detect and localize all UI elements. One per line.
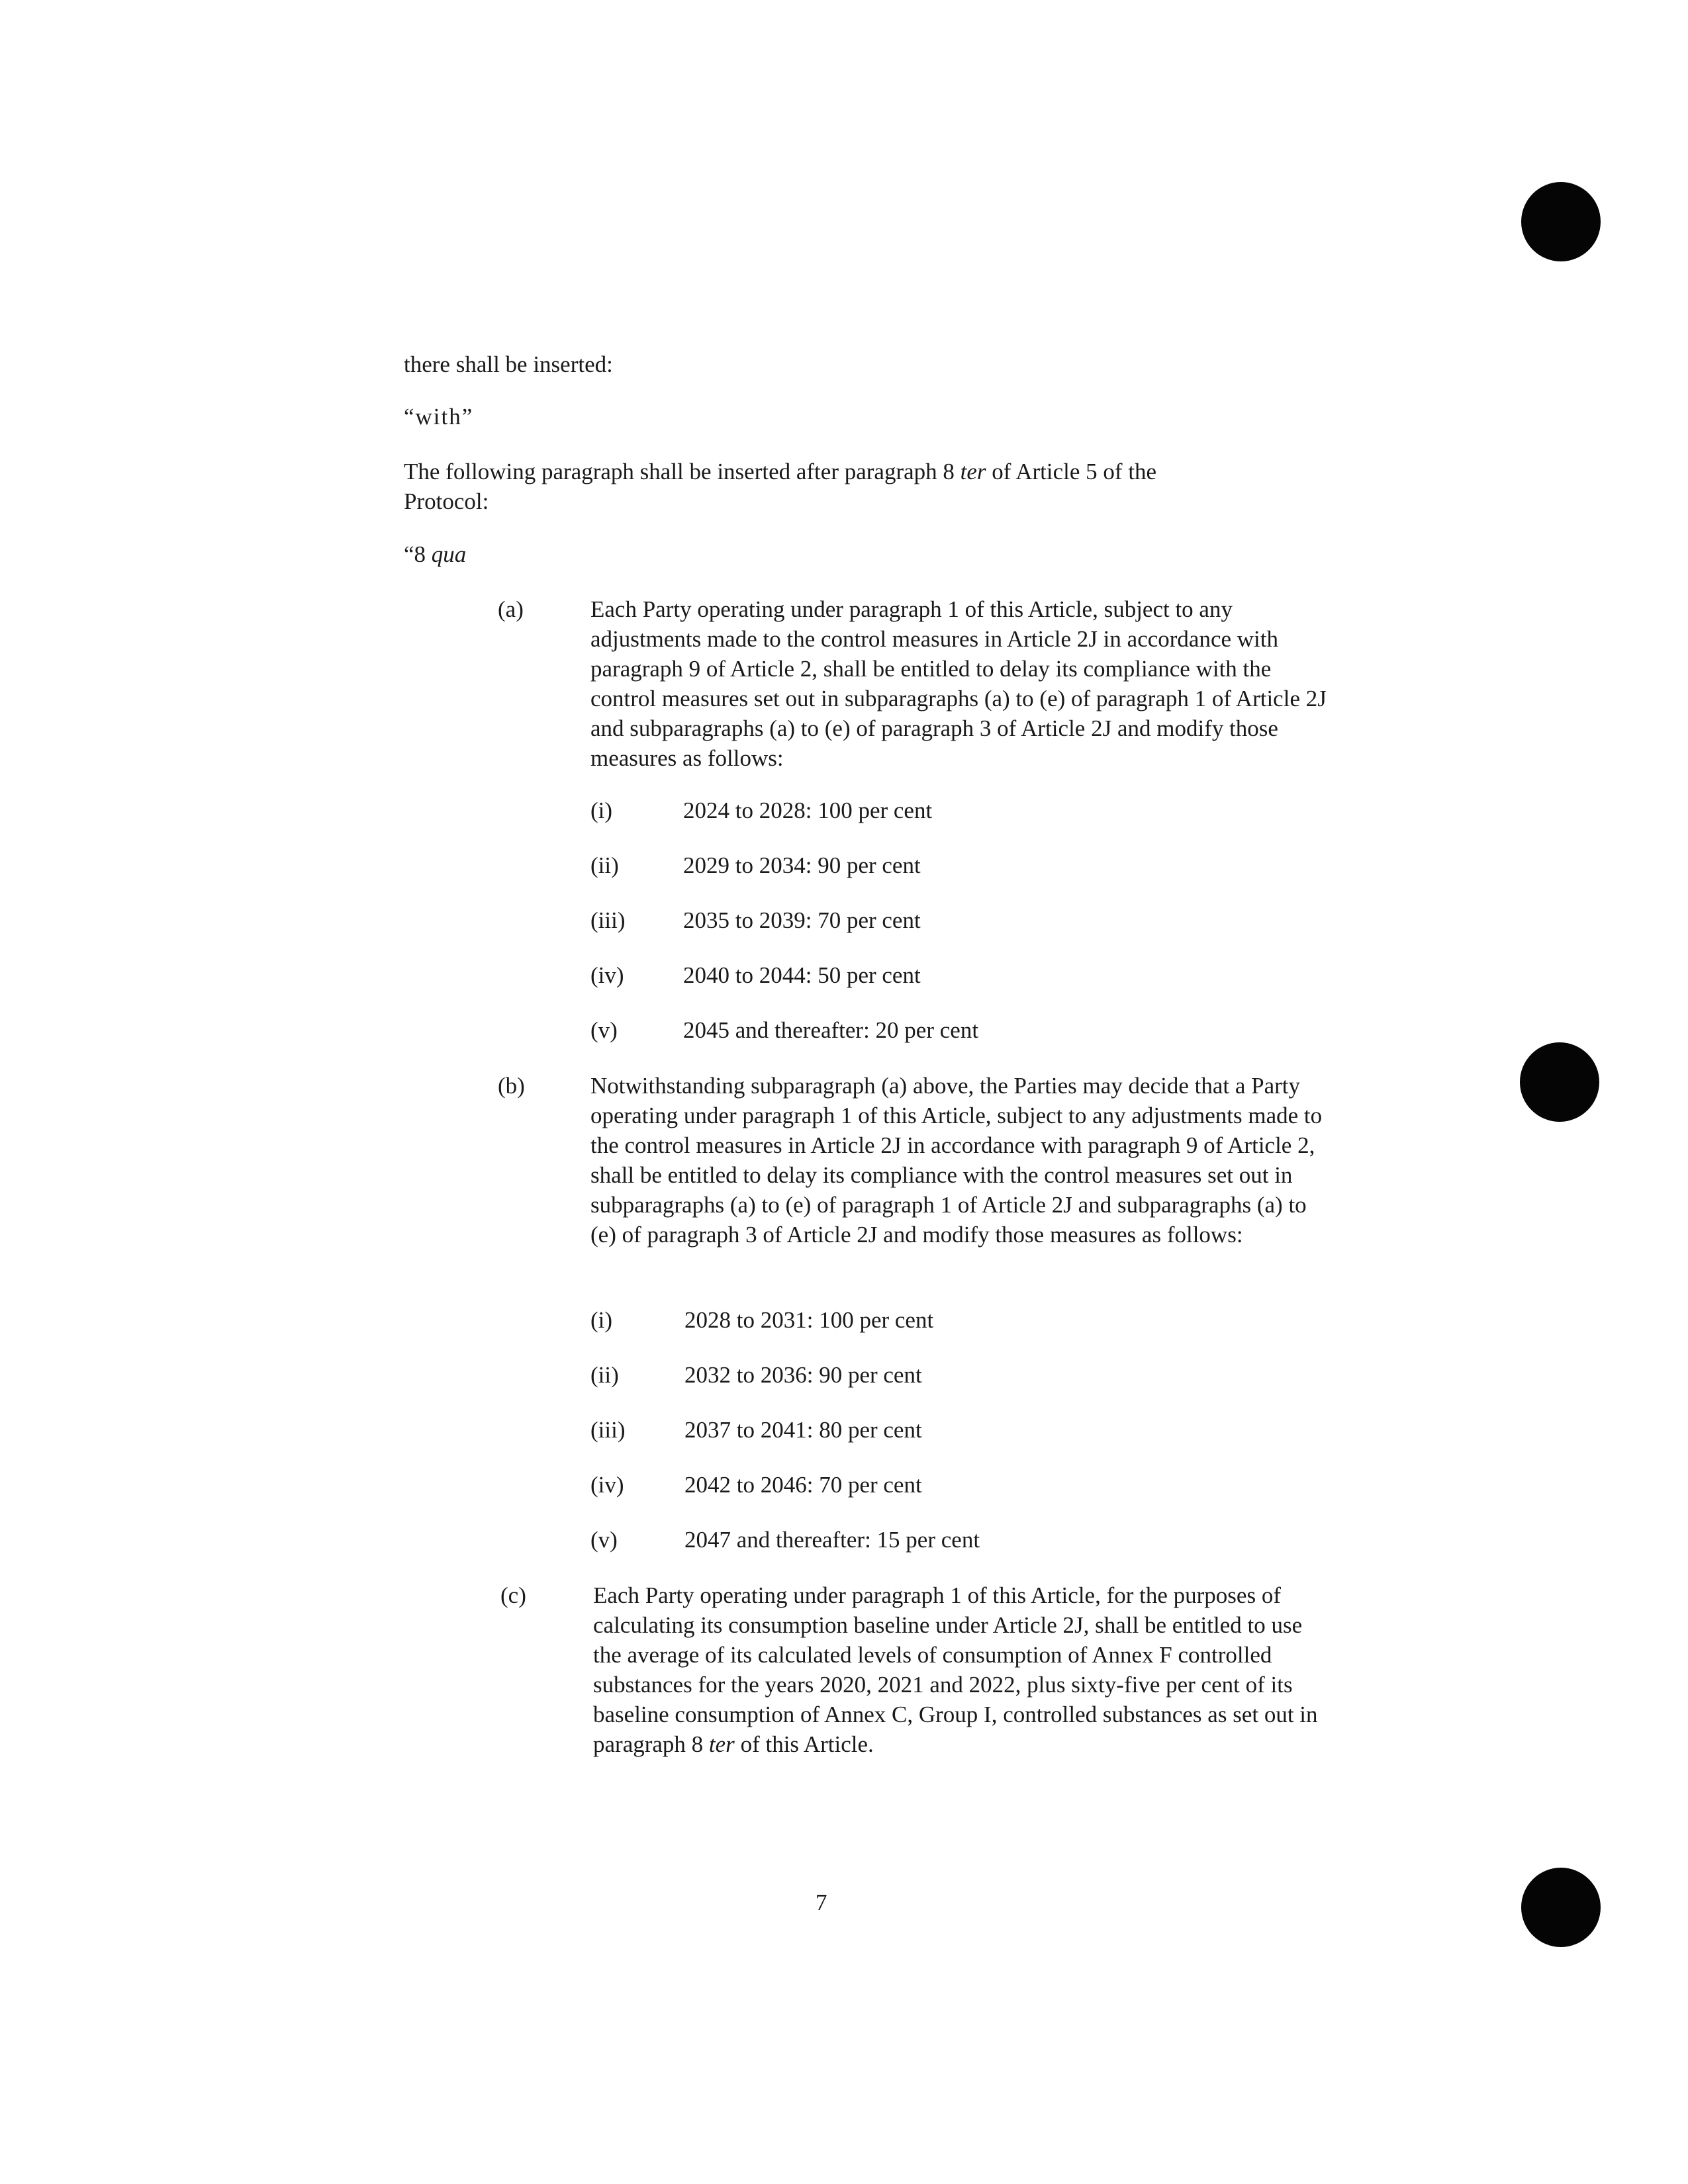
section-c-label: (c) [500,1582,526,1608]
section-b-item-i-text: 2028 to 2031: 100 per cent [684,1307,934,1333]
intro-line-following-pre: The following paragraph shall be inserted after paragraph 8 [404,459,961,484]
section-a-item-iv-text: 2040 to 2044: 50 per cent [683,962,921,988]
section-a-item-ii-text: 2029 to 2034: 90 per cent [683,852,921,878]
section-b-item-v-text: 2047 and thereafter: 15 per cent [684,1527,980,1553]
section-a-item-iv-label: (iv) [590,962,624,988]
section-a-item-iii-text: 2035 to 2039: 70 per cent [683,907,921,933]
section-a-item-iii-label: (iii) [590,907,626,933]
section-c-text-ter: ter [708,1731,735,1757]
section-a-item-i-label: (i) [590,797,613,823]
section-b-label: (b) [498,1073,525,1099]
punch-hole-top [1521,182,1601,261]
section-b-item-iv-text: 2042 to 2046: 70 per cent [684,1472,922,1498]
paragraph-heading [404,539,466,569]
section-b-item-iv-label: (iv) [590,1472,624,1498]
punch-hole-bottom [1521,1868,1601,1947]
paragraph-heading-qua: qua [431,541,467,567]
intro-line-inserted: there shall be inserted: [404,351,613,377]
paragraph-heading-number: “8 [404,541,432,567]
section-c-text [593,1580,1335,1759]
section-b-item-iii-text: 2037 to 2041: 80 per cent [684,1417,922,1443]
section-a-item-v-text: 2045 and thereafter: 20 per cent [683,1017,979,1043]
section-b-item-ii-text: 2032 to 2036: 90 per cent [684,1362,922,1388]
intro-line-following-post: of Article 5 of the [986,459,1157,484]
intro-line-with: “with” [404,404,474,430]
section-a-label: (a) [498,596,524,622]
section-b-item-v-label: (v) [590,1527,618,1553]
section-a-text: Each Party operating under paragraph 1 of this Article, subject to any adjustments made to the control measures in Article 2J in accordance with paragraph 9 of Article 2, shall be entitled to delay its compliance with the control measures set out in subparagraphs (a) to (e) of paragraph 1 of Article 2J and subparagraphs (a) to (e) of paragraph 3 of Article 2J and modify those measures as follows: [590,596,1327,771]
section-c-text-main: Each Party operating under paragraph 1 of this Article, for the purposes of calculating its consumption baseline under Article 2J, shall be entitled to use the average of its calculated levels of consumption of Annex F controlled substances for the years 2020, 2021 and 2022, plus sixty-five per cent of its baseline consumption of Annex C, Group I, controlled substances as set out in paragraph 8 [593,1582,1318,1757]
section-b-item-iii-label: (iii) [590,1417,626,1443]
intro-line-protocol: Protocol: [404,488,489,514]
section-b-text: Notwithstanding subparagraph (a) above, the Parties may decide that a Party operating under paragraph 1 of this Article, subject to any adjustments made to the control measures in Article 2J in accordance with paragraph 9 of Article 2, shall be entitled to delay its compliance with the control measures set out in subparagraphs (a) to (e) of paragraph 1 of Article 2J and subparagraphs (a) to (e) of paragraph 3 of Article 2J and modify those measures as follows: [590,1073,1323,1248]
intro-line-following [404,457,1156,486]
section-a-item-i-text: 2024 to 2028: 100 per cent [683,797,933,823]
section-b-item-i-label: (i) [590,1307,613,1333]
page-number: 7 [816,1889,827,1915]
section-a-item-ii-label: (ii) [590,852,619,878]
intro-line-following-ter: ter [960,459,986,484]
section-a-item-v-label: (v) [590,1017,618,1043]
section-b-item-ii-label: (ii) [590,1362,619,1388]
punch-hole-middle [1520,1042,1599,1122]
section-c-text-end: of this Article. [734,1731,874,1757]
